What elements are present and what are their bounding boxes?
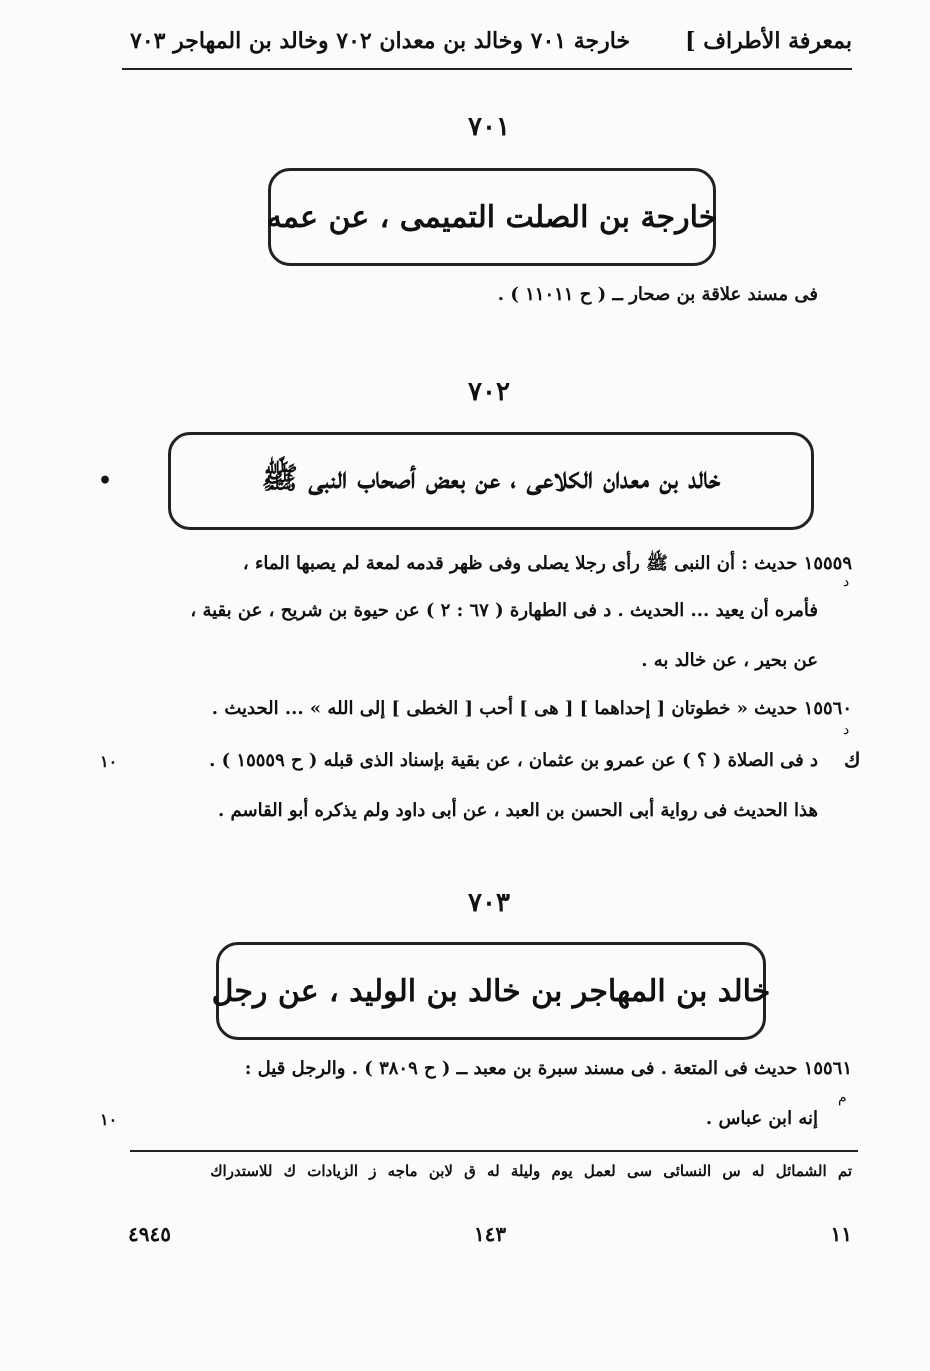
hadith-15560-line-1: ١٥٥٦٠ حديث « خطوتان [ إحداهما ] [ هى ] أحب [ الخطى ] إلى الله » ... الحديث . — [211, 698, 852, 719]
hadith-15560-line-2: د فى الصلاة ( ؟ ) عن عمرو بن عثمان ، عن بقية بإسناد الذى قبله ( ح ١٥٥٥٩ ) . — [209, 750, 818, 771]
line-number-10-a: ١٠ — [100, 752, 118, 771]
entry-title-702: خالد بن معدان الكلاعى ، عن بعض أصحاب النبى ﷺ — [261, 460, 721, 496]
hadith-15559-line-1: ١٥٥٥٩ حديث : أن النبى ﷺ رأى رجلا يصلى وفى ظهر قدمه لمعة لم يصبها الماء ، — [242, 553, 852, 574]
margin-mark-dal-1: د — [843, 574, 850, 590]
hadith-15561-line-2: إنه ابن عباس . — [705, 1108, 818, 1129]
footer-rule — [130, 1150, 858, 1152]
entry-title-frame-703 — [211, 942, 771, 1040]
header-title: بمعرفة الأطراف ] — [685, 28, 852, 54]
margin-mark-kaf: ك — [844, 748, 861, 772]
entry-number-702: ٧٠٢ — [468, 377, 510, 407]
entry-number-703: ٧٠٣ — [468, 888, 510, 918]
entry-701-line-1: فى مسند علاقة بن صحار ــ ( ح ١١٠١١ ) . — [497, 284, 818, 305]
line-number-10-b: ١٠ — [100, 1110, 118, 1129]
footer-abbreviations: تم الشمائل له س النسائى سى لعمل يوم وليلة له ق لابن ماجه ز الزيادات ك للاستدراك — [210, 1162, 852, 1180]
header-contents: خارجة ٧٠١ وخالد بن معدان ٧٠٢ وخالد بن المهاجر ٧٠٣ — [130, 28, 631, 54]
entry-title-703: خالد بن المهاجر بن خالد بن الوليد ، عن رجل — [211, 973, 771, 1009]
entry-title-701: خارجة بن الصلت التميمى ، عن عمه — [266, 199, 718, 235]
margin-mark-dal-2: د — [843, 722, 850, 738]
hadith-15561-line-1: ١٥٥٦١ حديث فى المتعة . فى مسند سبرة بن معبد ــ ( ح ٣٨٠٩ ) . والرجل قيل : — [244, 1058, 852, 1079]
margin-mark-mim: م — [838, 1090, 847, 1106]
page-number-right: ١١ — [830, 1222, 852, 1246]
page-number-left: ٤٩٤٥ — [128, 1222, 171, 1246]
hadith-15559-line-3: عن بحير ، عن خالد به . — [641, 650, 818, 671]
entry-title-frame-701 — [268, 168, 716, 266]
entry-title-frame-702 — [168, 432, 814, 530]
hadith-15559-line-2: فأمره أن يعيد ... الحديث . د فى الطهارة ( ٦٧ : ٢ ) عن حيوة بن شريح ، عن بقية ، — [190, 600, 818, 621]
hadith-15560-line-3: هذا الحديث فى رواية أبى الحسن بن العبد ، عن أبى داود ولم يذكره أبو القاسم . — [218, 800, 818, 821]
page-number-center: ١٤٣ — [473, 1222, 507, 1246]
entry-number-701: ٧٠١ — [468, 112, 510, 142]
running-header — [122, 22, 852, 70]
margin-dot: • — [98, 468, 113, 494]
